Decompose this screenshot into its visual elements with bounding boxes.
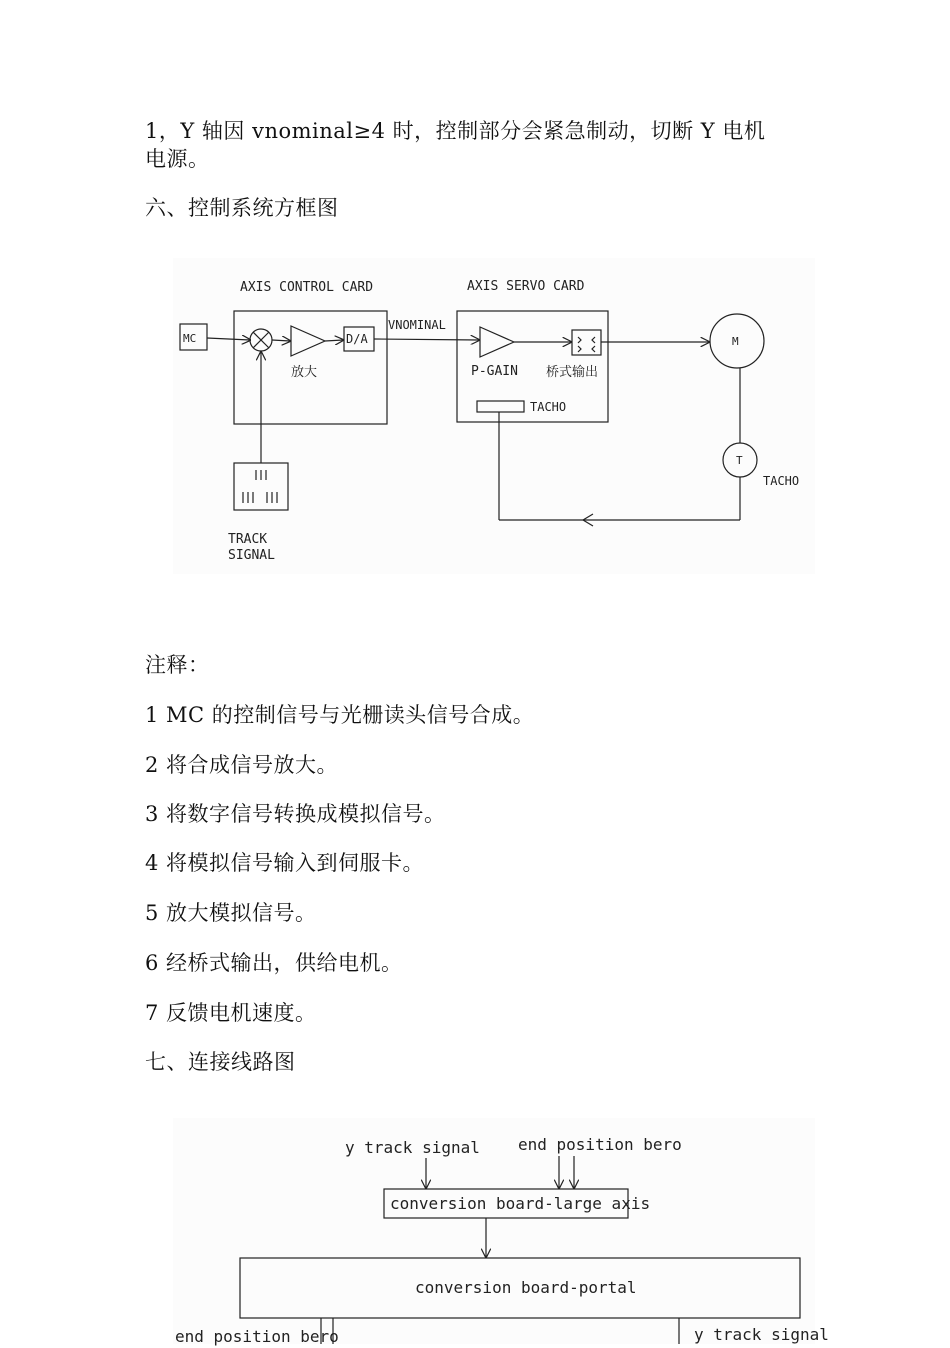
- bridge-output-label: 桥式输出: [546, 365, 599, 380]
- note-7: 7 反馈电机速度。: [145, 1001, 317, 1025]
- mc-label: MC: [183, 332, 197, 345]
- track-signal-label-line-1: TRACK: [228, 532, 268, 547]
- end-position-bero-bottom-label: end position bero: [175, 1327, 339, 1346]
- amplifier-triangle-icon: [291, 326, 325, 356]
- note-5: 5 放大模拟信号。: [145, 901, 317, 925]
- notes-title: 注释：: [145, 653, 210, 677]
- section-heading-7: 七、连接线路图: [145, 1050, 296, 1074]
- paragraph-1-line-1: 1，Y 轴因 vnominal≥4 时，控制部分会紧急制动，切断 Y 电机: [145, 119, 766, 143]
- section-heading-6: 六、控制系统方框图: [145, 196, 339, 220]
- y-track-signal-bottom-label: y track signal: [694, 1325, 829, 1344]
- axis-control-card-label: AXIS CONTROL CARD: [240, 280, 374, 295]
- conversion-board-large-axis-label: conversion board-large axis: [390, 1194, 651, 1213]
- amplify-label: 放大: [291, 365, 318, 380]
- note-1: 1 MC 的控制信号与光栅读头信号合成。: [145, 703, 535, 727]
- tacho-box-label: TACHO: [530, 400, 567, 414]
- tacho-box: [477, 401, 524, 412]
- vnominal-label: VNOMINAL: [388, 318, 446, 332]
- control-system-block-diagram: [173, 258, 815, 574]
- p-gain-triangle-icon: [480, 327, 514, 357]
- note-3: 3 将数字信号转换成模拟信号。: [145, 802, 446, 826]
- tacho-t-label: T: [736, 454, 743, 467]
- paragraph-1-line-2: 电源。: [145, 147, 210, 171]
- note-2: 2 将合成信号放大。: [145, 753, 339, 777]
- note-6: 6 经桥式输出，供给电机。: [145, 951, 403, 975]
- track-signal-label-line-2: SIGNAL: [228, 548, 275, 563]
- end-position-bero-top-label: end position bero: [518, 1135, 682, 1154]
- tacho-right-label: TACHO: [763, 474, 800, 488]
- bridge-output-box: [572, 330, 601, 355]
- y-track-signal-top-label: y track signal: [345, 1138, 480, 1157]
- da-label: D/A: [346, 332, 368, 346]
- connection-wiring-diagram: [173, 1118, 829, 1346]
- p-gain-label: P-GAIN: [471, 364, 518, 379]
- note-4: 4 将模拟信号输入到伺服卡。: [145, 851, 425, 875]
- axis-servo-card-label: AXIS SERVO CARD: [467, 279, 585, 294]
- conversion-board-portal-label: conversion board-portal: [415, 1278, 637, 1297]
- motor-label: M: [732, 335, 739, 348]
